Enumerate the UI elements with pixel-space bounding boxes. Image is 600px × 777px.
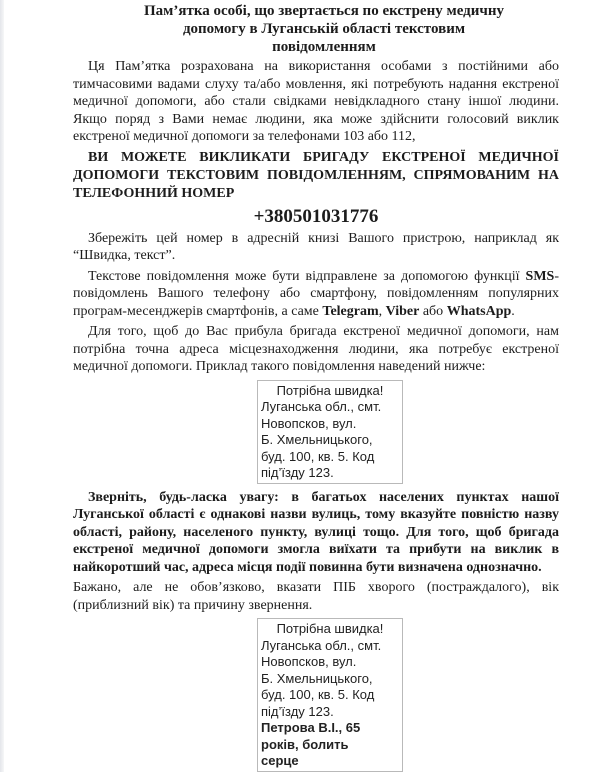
- example-line: Новопсков, вул.: [261, 415, 357, 431]
- channels-text: Текстове повідомлення може бути відправлене за допомогою функції: [88, 268, 526, 284]
- example-line: під’їзду 123.: [261, 703, 334, 719]
- example-line: буд. 100, кв. 5. Код: [261, 448, 375, 464]
- patient-info-line: серце: [261, 753, 299, 768]
- example-heading: Потрібна швидка!: [276, 621, 384, 636]
- example-message-wrap-2: [73, 618, 559, 772]
- title-line: Пам’ятка особі, що звертається по екстрену медичну: [144, 3, 504, 19]
- sms-label: SMS: [525, 268, 555, 284]
- channels-text: -повідомлень Вашого телефону або смартфону, повідомленням популярних програм-месенджерів смартфонів, а саме: [73, 268, 559, 319]
- viber-label: Viber: [385, 303, 420, 319]
- document-page: [73, 0, 559, 772]
- patient-info-line: років, болить: [261, 736, 349, 752]
- example-message-box-2: [257, 618, 403, 772]
- save-number-hint: Збережіть цей номер в адресній книзі Вашого пристрою, наприклад як “Швидка, текст”.: [73, 230, 559, 263]
- example-line: Новопсков, вул.: [261, 654, 357, 669]
- emergency-phone-number: +380501031776: [253, 205, 379, 227]
- warning-paragraph: Зверніть, будь-ласка увагу: в багатьох населених пунктах нашої Луганської області є однакові назви вулиць, тому вказуйте повністю назву області, району, населеного пункту, вулиці тощо. Для того, щоб бригада екстреної медичної допомоги змогла виїхати та прибути на виклик в найкоротший час, адреса місця події повинна бути визначена однозначно.: [73, 489, 559, 575]
- example-heading: Потрібна швидка!: [276, 382, 384, 398]
- channels-paragraph: [73, 268, 559, 321]
- intro-paragraph: Ця Пам’ятка розрахована на використання особами з постійними або тимчасовими вадами слуху та/або мовлення, які потребують надання екстреної медичної допомоги, або стали свідками невідкладного стану іншої людини. Якщо поряд з Вами немає людини, яка може здійснити голосовий виклик екстреної медичної допомоги за телефонами 103 або 112,: [73, 59, 559, 144]
- telegram-label: Telegram: [322, 303, 379, 319]
- example-line: під’їзду 123.: [261, 465, 334, 480]
- example-line: Б. Хмельницького,: [261, 432, 373, 447]
- example-line: Луганська обл., смт.: [261, 637, 382, 653]
- title-line: повідомленням: [272, 39, 376, 55]
- separator: ,: [378, 303, 386, 319]
- example-line: Б. Хмельницького,: [261, 670, 373, 686]
- example-line: Луганська обл., смт.: [261, 399, 382, 414]
- example-message-box-1: [257, 380, 403, 484]
- separator: .: [511, 303, 515, 319]
- example-line: буд. 100, кв. 5. Код: [261, 687, 375, 702]
- address-need-paragraph: Для того, щоб до Вас прибула бригада екстреної медичної допомоги, нам потрібна точна адреса місцезнаходження людини, яка потребує екстреної медичної допомоги. Приклад такого повідомлення наведений нижче:: [73, 324, 559, 374]
- patient-info-line: Петрова В.І., 65: [261, 720, 361, 735]
- title-line: допомогу в Луганській області текстовим: [182, 21, 466, 37]
- document-title: [73, 2, 559, 56]
- page-edge: [0, 0, 4, 772]
- callout-heading: ВИ МОЖЕТЕ ВИКЛИКАТИ БРИГАДУ ЕКСТРЕНОЇ МЕДИЧНОЇ ДОПОМОГИ ТЕКСТОВИМ ПОВІДОМЛЕННЯМ, СПРЯМОВАНИМ НА ТЕЛЕФОННИЙ НОМЕР: [73, 149, 559, 201]
- whatsapp-label: WhatsApp: [446, 303, 512, 319]
- separator: або: [419, 303, 447, 319]
- example-message-wrap-1: [73, 380, 559, 484]
- optional-info-paragraph: Бажано, але не обов’язково, вказати ПІБ хворого (постраждалого), вік (приблизний вік) та причину звернення.: [73, 580, 559, 613]
